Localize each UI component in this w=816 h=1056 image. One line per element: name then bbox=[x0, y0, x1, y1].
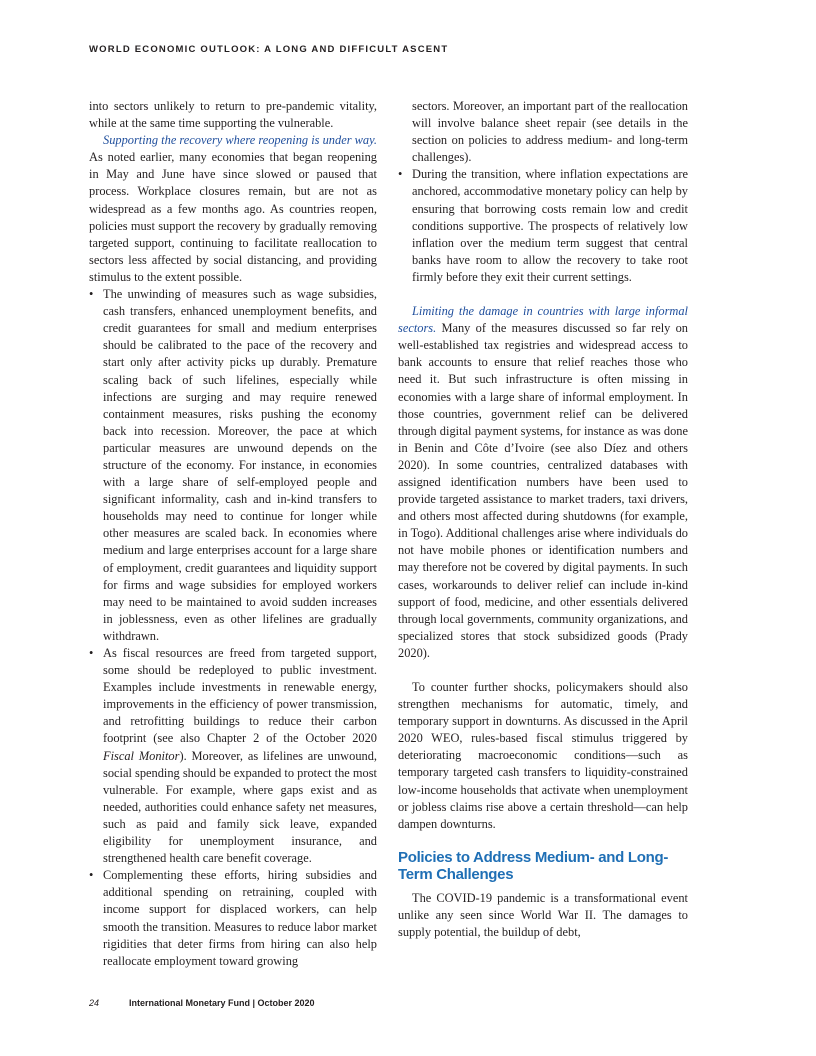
paragraph: into sectors unlikely to return to pre-pandemic vitality, while at the same time supporting the vulnerable. bbox=[89, 99, 377, 131]
bullet-item: • The unwinding of measures such as wage subsidies, cash transfers, enhanced unemployment benefits, and credit guarantees for small and medium enterprises should be calibrated to the pace of the recovery and start only after activity picks up durably. Premature scaling back of such lifelines, especially while infections are surging and may require renewed containment measures, risks pushing the economy back into recession. Moreover, the pace at which particular measures are unwound depends on the structure of the economy. For instance, in economies with a large share of self-employed people and significant informality, cash and in-kind transfers to households may need to continue for longer while other measures are scaled back. In economies where medium and large enterprises account for a large share of employment, credit guarantees and liquidity support for firms and wage subsidies for employed workers may need to be maintained to avoid sudden increases in joblessness, even as other lifelines are gradually withdrawn. bbox=[89, 286, 377, 645]
section-heading: Policies to Address Medium- and Long-Term Challenges bbox=[398, 848, 669, 884]
bullet-text: ). Moreover, as lifelines are unwound, social spending should be expanded to protect the most vulnerable. For example, where gaps exist and as needed, authorities could enhance safety net measures, such as paid and family sick leave, expanded eligibility for unemployment insurance, and strengthened health care benefit coverage. bbox=[103, 748, 378, 866]
paragraph-body: Many of the measures discussed so far rely on well-established tax registries and widespread access to bank accounts to ensure that relief reaches those who need it. But such infrastructure is often missing in economies with a large share of informal employment. In those countries, government relief can be delivered through digital payment systems, for instance as was done in Benin and Côte d’Ivoire (see also Díez and others 2020). In some countries, centralized databases with assigned identification numbers have been used to provide targeted assistance to market traders, taxi drivers, and others most affected during shutdowns (for example, in Togo). Additional challenges arise where individuals do not have mobile phones or identification numbers and may therefore not be covered by digital payments. In such cases, workarounds to deliver relief can include in-kind support of food, medicine, and other essentials delivered through local governments, community organizations, and specialized stores that stock subsidized goods (Prady 2020). bbox=[398, 321, 688, 660]
paragraph: The COVID-19 pandemic is a transformational event unlike any seen since World War II. The damages to supply potential, the buildup of debt, bbox=[398, 890, 688, 940]
bullet-item: • During the transition, where inflation expectations are anchored, accommodative monetary policy can help by ensuring that borrowing costs remain low and credit conditions supportive. The prospects of relatively low inflation over the medium term suggest that central banks have room to allow the recovery to take root firmly before they exit their current settings. bbox=[398, 166, 688, 286]
paragraph-lead: Supporting the recovery where reopening is under way. bbox=[103, 133, 377, 148]
footer-source: International Monetary Fund | October 2020 bbox=[129, 998, 315, 1008]
bullet-list bbox=[89, 286, 377, 970]
right-column bbox=[398, 98, 688, 941]
page-footer bbox=[89, 998, 315, 1008]
paragraph bbox=[89, 132, 377, 286]
page-number: 24 bbox=[89, 998, 100, 1008]
paragraph-body: As noted earlier, many economies that began reopening in May and June have since slowed or paused that process. Workplace closures remain, but are not as widespread as a few months ago. As countries reopen, policies must support the recovery by gradually removing targeted support, continuing to facilitate reallocation to sectors less affected by social distancing, and providing stimulus to the extent possible. bbox=[89, 150, 377, 284]
bullet-text: As fiscal resources are freed from targeted support, some should be redeployed to public investment. Examples include investments in renewable energy, improvements in the efficiency of power transmission, and retrofitting buildings to reduce their carbon footprint (see also Chapter 2 of the October 2020 bbox=[103, 646, 377, 746]
left-column bbox=[89, 98, 377, 970]
paragraph: To counter further shocks, policymakers should also strengthen mechanisms for automatic, timely, and temporary support in downturns. As discussed in the April 2020 WEO, rules-based fiscal stimulus triggered by deteriorating macroeconomic conditions—such as temporary targeted cash transfers to liquidity-constrained low-income households that activate when unemployment or jobless claims rise above a certain threshold—can help dampen downturns. bbox=[398, 680, 688, 831]
bullet-continuation: sectors. Moreover, an important part of the reallocation will involve balance sheet repair (see details in the section on policies to address medium- and long-term challenges). bbox=[412, 99, 688, 165]
bullet-item bbox=[89, 645, 377, 867]
paragraph-lead: Limiting the damage in countries with large informal sectors. bbox=[398, 304, 688, 336]
bullet-item: • Complementing these efforts, hiring subsidies and additional spending on retraining, coupled with income support for displaced workers, can help smooth the transition. Measures to reduce labor market rigidities that deter firms from hiring can also help reallocate employment toward growing bbox=[89, 867, 377, 970]
publication-title: Fiscal Monitor bbox=[103, 748, 180, 763]
bullet-list bbox=[398, 98, 688, 286]
paragraph bbox=[398, 303, 688, 662]
running-head: WORLD ECONOMIC OUTLOOK: A LONG AND DIFFICULT ASCENT bbox=[89, 44, 449, 55]
